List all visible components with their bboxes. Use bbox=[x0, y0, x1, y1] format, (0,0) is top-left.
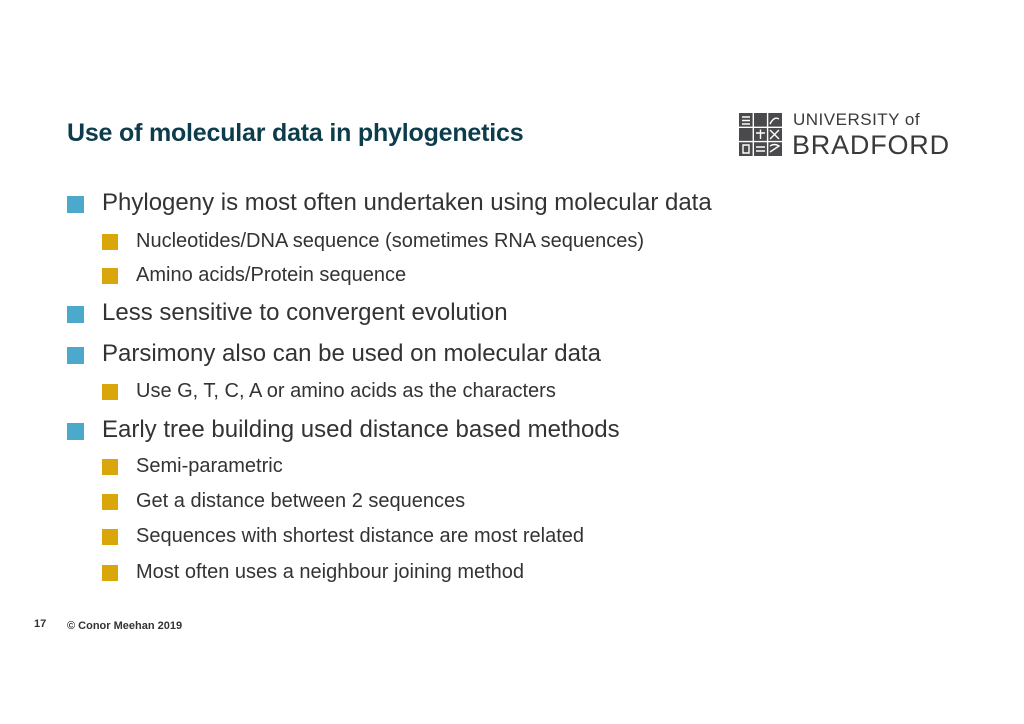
logo-line-university: UNIVERSITY of bbox=[793, 110, 921, 129]
bullet-text: Use G, T, C, A or amino acids as the characters bbox=[136, 380, 556, 402]
bullet-text: Get a distance between 2 sequences bbox=[136, 490, 466, 512]
square-bullet-icon bbox=[67, 306, 84, 323]
square-bullet-icon bbox=[102, 565, 118, 581]
square-bullet-icon bbox=[102, 459, 118, 475]
university-logo bbox=[739, 108, 959, 160]
copyright-notice: © Conor Meehan 2019 bbox=[67, 620, 183, 632]
square-bullet-icon bbox=[102, 494, 118, 510]
bullet-text: Most often uses a neighbour joining method bbox=[136, 561, 525, 583]
bullet-text: Less sensitive to convergent evolution bbox=[102, 299, 508, 326]
university-crest-icon bbox=[739, 113, 782, 156]
bullet-text: Semi-parametric bbox=[136, 455, 283, 477]
square-bullet-icon bbox=[102, 529, 118, 545]
bullet-text: Amino acids/Protein sequence bbox=[136, 264, 407, 286]
page-number: 17 bbox=[34, 618, 47, 630]
square-bullet-icon bbox=[102, 234, 118, 250]
logo-line-bradford: BRADFORD bbox=[792, 130, 950, 160]
bullet-text: Sequences with shortest distance are most related bbox=[136, 525, 585, 547]
bullet-text: Nucleotides/DNA sequence (sometimes RNA sequences) bbox=[136, 230, 645, 252]
square-bullet-icon bbox=[102, 384, 118, 400]
slide-title: Use of molecular data in phylogenetics bbox=[67, 119, 524, 147]
square-bullet-icon bbox=[67, 423, 84, 440]
square-bullet-icon bbox=[67, 196, 84, 213]
bullet-text: Parsimony also can be used on molecular data bbox=[102, 340, 601, 367]
bullet-text: Phylogeny is most often undertaken using molecular data bbox=[102, 189, 712, 216]
square-bullet-icon bbox=[102, 268, 118, 284]
bullet-text: Early tree building used distance based methods bbox=[102, 416, 620, 443]
square-bullet-icon bbox=[67, 347, 84, 364]
